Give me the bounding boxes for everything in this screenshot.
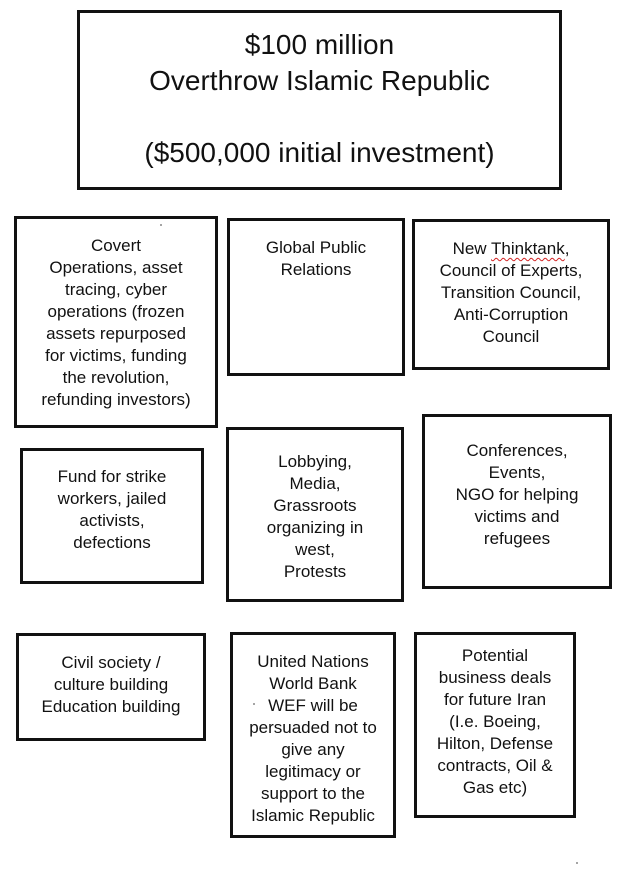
box-line: tracing, cyber: [64, 280, 168, 299]
box-line: Grassroots: [273, 496, 357, 515]
box-line: Operations, asset: [49, 258, 183, 277]
box-line: Relations: [280, 260, 352, 279]
box-line: Council of Experts,: [439, 261, 583, 280]
stray-mark: [160, 224, 162, 226]
box-line: WEF will be: [268, 696, 358, 715]
box-line: Islamic Republic: [251, 806, 375, 825]
thinktank-word: Thinktank: [491, 239, 565, 258]
box-line: Potential: [461, 646, 529, 665]
stray-mark: [253, 703, 255, 705]
box-line: NGO for helping: [455, 485, 579, 504]
box-line: activists,: [79, 511, 145, 530]
box-line: business deals: [438, 668, 552, 687]
box-line: persuaded not to: [249, 718, 377, 737]
box-line: (I.e. Boeing,: [449, 712, 541, 731]
thinktank-box: [412, 219, 610, 370]
civil-society-box: [16, 633, 206, 741]
united-nations-box: [230, 632, 396, 838]
stray-mark: [576, 862, 578, 864]
box-line: Media,: [289, 474, 341, 493]
box-line: Protests: [283, 562, 347, 581]
box-line: [415, 238, 607, 260]
business-deals-box: [414, 632, 576, 818]
box-line: workers, jailed: [57, 489, 167, 508]
box-line: Gas etc): [462, 778, 528, 797]
thinktank-prefix: New: [452, 239, 491, 258]
goal-box: [77, 10, 562, 190]
box-line: defections: [73, 533, 151, 552]
box-line: Covert: [90, 236, 142, 255]
box-line: assets repurposed: [46, 324, 186, 343]
box-line: Global Public: [265, 238, 367, 257]
box-line: Conferences,: [466, 441, 568, 460]
box-line: give any: [281, 740, 345, 759]
conferences-box: [422, 414, 612, 589]
box-line: contracts, Oil &: [437, 756, 553, 775]
box-line: Anti-Corruption: [453, 305, 569, 324]
public-relations-box: [227, 218, 405, 376]
lobbying-box: [226, 427, 404, 602]
box-line: organizing in: [266, 518, 364, 537]
box-line: World Bank: [269, 674, 357, 693]
strike-fund-box: [20, 448, 204, 584]
box-line: Council: [482, 327, 540, 346]
box-line: support to the: [261, 784, 365, 803]
box-line: operations (frozen: [47, 302, 185, 321]
box-line: Civil society /: [61, 653, 161, 672]
box-line: for victims, funding: [45, 346, 187, 365]
box-line: Transition Council,: [440, 283, 582, 302]
box-line: west,: [295, 540, 335, 559]
box-line: culture building: [53, 675, 169, 694]
box-line: refunding investors): [41, 390, 191, 409]
goal-title: Overthrow Islamic Republic: [149, 65, 490, 96]
box-line: refugees: [483, 529, 551, 548]
box-line: legitimacy or: [265, 762, 361, 781]
box-line: the revolution,: [62, 368, 170, 387]
goal-amount: $100 million: [244, 29, 395, 60]
goal-initial-investment: ($500,000 initial investment): [144, 137, 495, 168]
covert-operations-box: [14, 216, 218, 428]
box-line: for future Iran: [443, 690, 547, 709]
box-line: victims and: [474, 507, 560, 526]
thinktank-suffix: ,: [564, 239, 570, 258]
box-line: Lobbying,: [278, 452, 352, 471]
box-line: United Nations: [257, 652, 369, 671]
box-line: Education building: [41, 697, 181, 716]
box-line: Events,: [488, 463, 546, 482]
box-line: Fund for strike: [57, 467, 167, 486]
box-line: Hilton, Defense: [436, 734, 554, 753]
